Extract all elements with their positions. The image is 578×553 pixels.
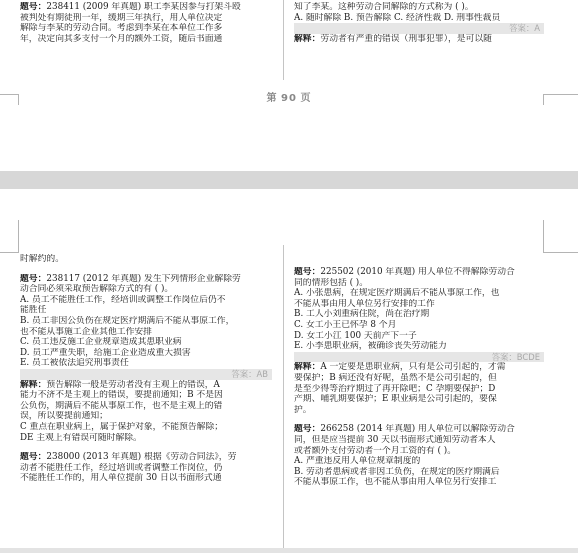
text-line [294,405,544,416]
line-text: 误，所以要提前通知； [20,411,108,422]
line-text: A. 小张患病，在规定医疗期满后不能从事原工作，也 [294,288,500,299]
text-line [20,327,272,338]
text-line [294,341,544,352]
text-line [294,435,544,446]
line-text: 225502 (2010 年真题) 用人单位不得解除劳动合 [320,267,515,277]
text-line [20,274,272,285]
line-text: 也不能从事施工企业其他工作安排 [20,326,152,337]
page-number: 第 90 页 [266,93,312,104]
text-line [294,394,544,405]
text-line [294,288,544,299]
question-label: 解释： [20,379,47,390]
question-label: 题号： [20,273,47,284]
line-text: E. 员工被依法追究刑事责任 [20,358,129,369]
text-line [20,254,272,265]
line-text: 不能从事由用人单位另行安排的工作 [294,298,435,309]
line-text: B. 员工非因公负伤在规定医疗期满后不能从事原工作， [20,315,235,326]
text-line [20,390,272,401]
question-label: 解释： [294,362,321,373]
line-text: 能胜任 [20,305,47,316]
line-text: 护。 [294,404,312,415]
text-line [20,337,272,348]
text-line [294,2,544,13]
text-line [294,456,544,467]
page-corner-mark [543,220,578,253]
bottom-left-column [20,254,272,484]
text-line [20,23,272,34]
column-divider [283,0,284,80]
line-text: E. 小李患职业病，被确诊丧失劳动能力 [294,341,447,352]
text-line [20,295,272,306]
line-text: C. 女工小王已怀孕 8 个月 [294,319,397,330]
text-line [294,278,544,289]
line-text: C 重点在职业病上，属于保护对象，不能预告解除； [20,421,224,432]
line-text: B. 劳动者患病或者非因工负伤，在规定的医疗期满后 [294,466,500,477]
line-text: 劳动者有严重的错误（刑事犯罪），是可以随 [320,33,492,44]
text-line [20,463,272,474]
text-line [294,373,544,384]
line-text: A. 随时解除 B. 预告解除 C. 经济性裁 D. 刑事性裁员 [294,12,501,23]
text-line [294,320,544,331]
line-text: 公负伤，期满后不能从事原工作，也不是主观上的错 [20,400,223,411]
text-line [20,348,272,359]
text-line [20,422,272,433]
text-line [294,267,544,278]
question-label: 解释： [294,33,321,44]
text-line [294,34,544,45]
line-text: DE 主观上有错误可随时解除。 [20,432,142,443]
text-line [294,467,544,478]
line-text: 预告解除一般是劳动者没有主观上的错误，A [46,379,220,390]
line-text: D. 员工严重失职，给施工企业造成重大损害 [20,347,191,358]
text-line [20,411,272,422]
text-line [294,362,544,373]
text-line [294,446,544,457]
line-text: C. 员工违反施工企业规章造成其患职业病 [20,337,182,348]
text-line [294,299,544,310]
answer-bar: 答案：A [294,23,544,34]
line-text: 产期、哺乳期要保护；E 职业病是公司引起的，要保 [294,394,497,405]
line-text: 或者额外支付劳动者一个月工资的有 ( )。 [294,445,457,456]
paragraph-gap [20,265,272,274]
line-text: 是至少得等治疗期过了再开除吧；C 孕期要保护；D [294,383,496,394]
text-line [20,284,272,295]
column-divider [283,245,284,553]
text-line [294,309,544,320]
text-line [20,473,272,484]
text-line [294,477,544,488]
text-line [20,13,272,24]
line-text: 解除与李某的劳动合同。考虑到李某在本单位工作多 [20,23,223,34]
question-label: 题号： [20,2,47,12]
text-line [294,13,544,24]
line-text: B. 工人小刘重病住院，尚在治疗期 [294,309,430,320]
line-text: 不能从事原工作，也不能从事由用人单位另行安排工 [294,477,497,488]
line-text: 被判处有期徒刑一年，缓期三年执行，用人单位决定 [20,12,223,23]
top-left-column [20,2,272,44]
line-text: 不能胜任工作的，用人单位提前 30 日以书面形式通 [20,473,222,484]
page-90 [0,0,578,147]
line-text: 知了李某。这种劳动合同解除的方式称为 ( )。 [294,2,474,12]
page-separator [0,171,578,189]
text-line [20,316,272,327]
line-text: 同的情形包括 ( )。 [294,277,369,288]
answer-bar: 答案：BCDE [294,352,544,363]
text-line [20,452,272,463]
text-line [20,380,272,391]
paragraph-gap [294,415,544,424]
text-line [20,305,272,316]
line-text: D. 女工小江 100 天前产下一子 [294,330,417,341]
top-right-column [294,2,544,44]
line-text: 能力不济不是主观上的错误，要提前通知；B 不是因 [20,390,223,401]
line-text: A 一定要是患职业病，只有是公司引起的，才需 [320,362,506,373]
line-text: 238411 (2009 年真题) 职工李某因参与打架斗殴 [46,2,241,12]
question-label: 题号： [294,267,321,277]
page-91 [0,205,578,553]
paragraph-gap [20,443,272,452]
line-text: 要保护；B 病还没有好呢，虽然不是公司引起的，但 [294,372,497,383]
line-text: 动者不能胜任工作，经过培训或者调整工作岗位，仍 [20,462,223,473]
line-text: 动合同必须采取预告解除方式的有 ( )。 [20,284,174,295]
page-corner-mark [0,220,19,253]
line-text: 266258 (2014 年真题) 用人单位可以解除劳动合 [320,424,515,435]
text-line [294,331,544,342]
text-line [20,433,272,444]
text-line [294,424,544,435]
question-label: 题号： [20,452,47,463]
line-text: A. 员工不能胜任工作，经培训或调整工作岗位后仍不 [20,294,226,305]
bottom-right-column [294,267,544,488]
answer-bar: 答案：AB [20,369,272,380]
text-line [294,384,544,395]
line-text: 238000 (2013 年真题) 根据《劳动合同法》，劳 [46,452,237,463]
text-line [20,401,272,412]
line-text: 年，决定向其多支付一个月的额外工资，随后书面通 [20,33,223,44]
question-label: 题号： [294,424,321,435]
text-line [20,34,272,45]
line-text: A. 严重违反用人单位规章制度的 [294,456,421,467]
line-text: 时解约的。 [20,254,64,264]
line-text: 238117 (2012 年真题) 发生下列情形企业解除劳 [46,273,241,284]
text-line [20,2,272,13]
text-line [20,358,272,369]
viewer-bottom-bar [0,548,578,553]
line-text: 同，但是应当提前 30 天以书面形式通知劳动者本人 [294,434,496,445]
